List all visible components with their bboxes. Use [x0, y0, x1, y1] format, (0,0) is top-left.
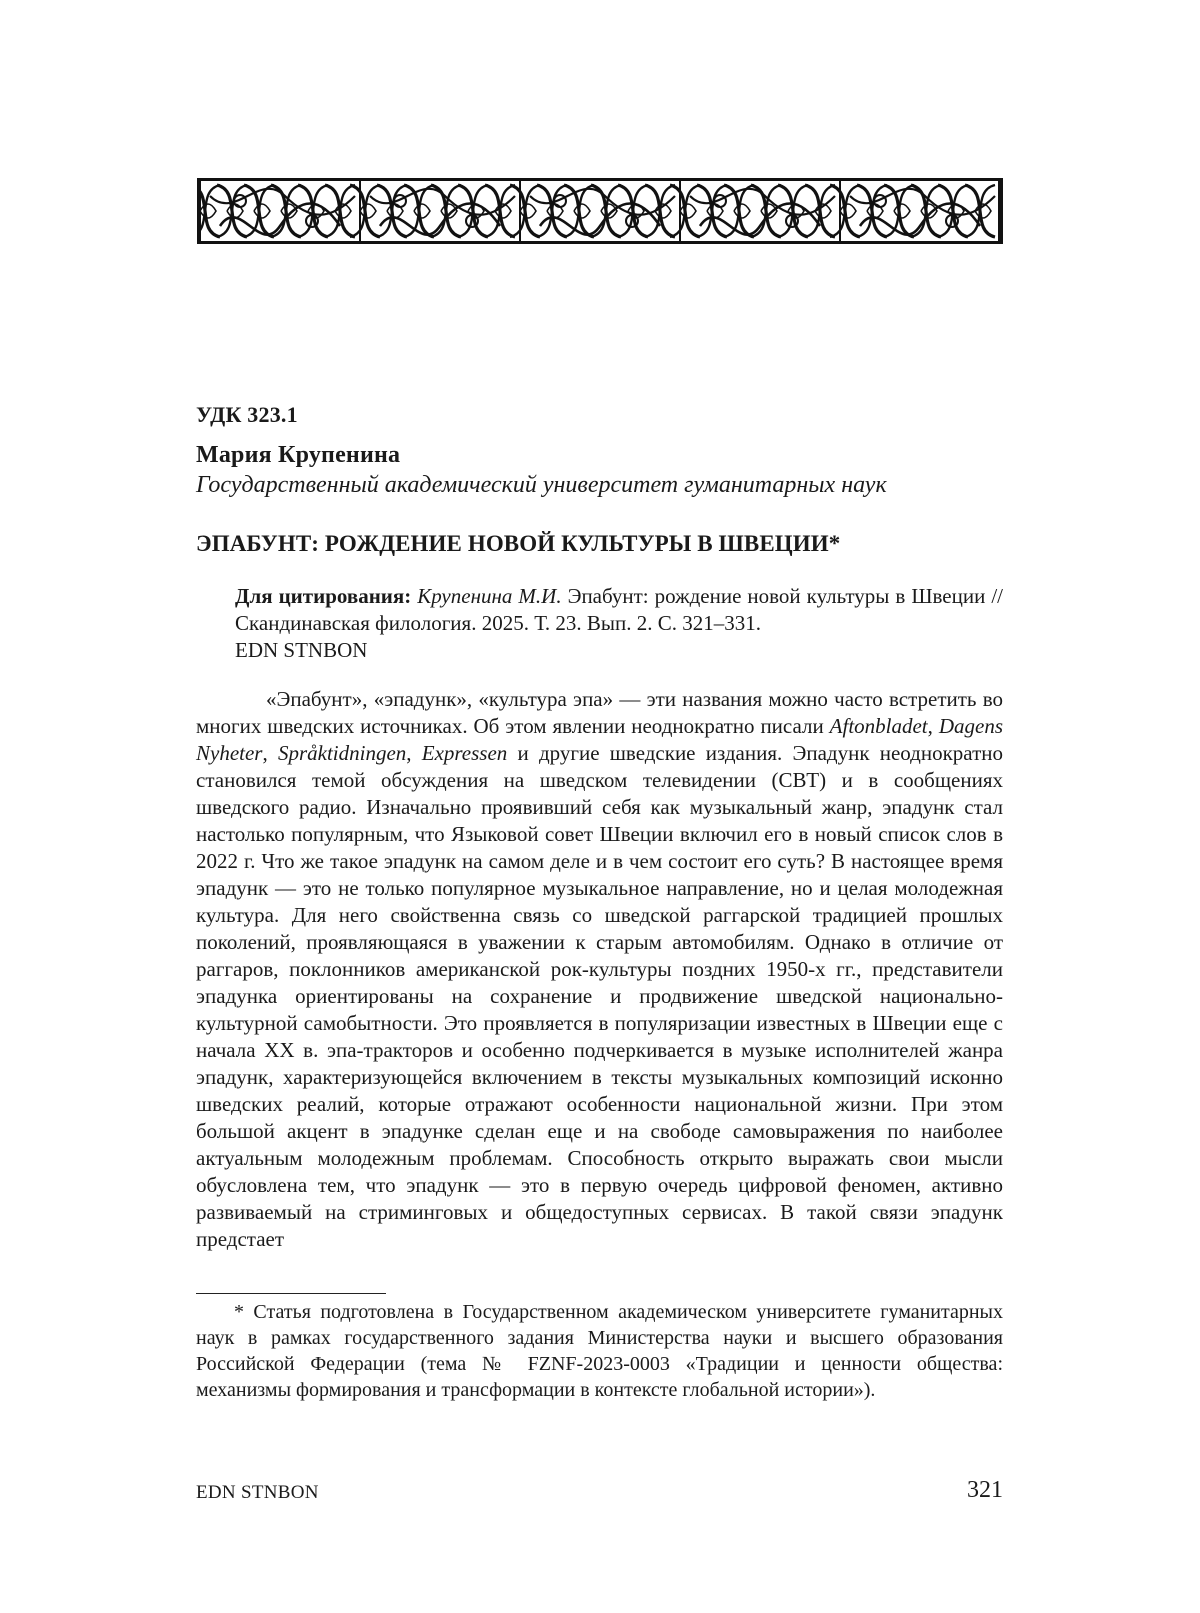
knotwork-stroke [680, 204, 696, 218]
publication-expressen: Expressen [421, 741, 508, 765]
publication-dagens-nyheter: Dagens Nyheter [196, 714, 1004, 765]
knotwork-stroke [360, 204, 376, 218]
knotwork-stroke [520, 204, 536, 218]
author-affiliation: Государственный академический университет гуманитарных наук [196, 472, 887, 498]
knotwork-stroke [894, 204, 910, 218]
knotwork-stroke [200, 204, 216, 218]
publication-spraktidningen: Språktidningen [277, 741, 407, 765]
paragraph-text-start: «Эпабунт», «эпадунк», «культура эпа» — эти названия можно часто встретить во многих шведских источниках. Об этом явлении неоднократно писали [196, 687, 1003, 738]
footnote-divider [196, 1293, 386, 1294]
knotwork-stroke [414, 204, 430, 218]
separator: , [927, 714, 939, 738]
footnote-text: * Статья подготовлена в Государственном академическом университете гуманитарных наук в рамках государственного задания Министерства науки и высшего образования Российской Федерации (тема № FZNF-2023-0003 «Традиции и ценности общества: механизмы формирования и трансформации в контексте глобальной истории»). [196, 1301, 1003, 1401]
body-text [196, 686, 1003, 1253]
publication-aftonbladet: Aftonbladet [829, 714, 928, 738]
knotwork-stroke [840, 204, 856, 218]
footnote [196, 1299, 1003, 1403]
separator: , [406, 741, 422, 765]
citation-text: Эпабунт: рождение новой культуры в Швеции // Скандинавская филология. 2025. Т. 23. Вып. 2. С. 321–331. [235, 584, 1004, 635]
footer-edn: EDN STNBON [196, 1482, 319, 1503]
citation-edn: EDN STNBON [235, 638, 368, 662]
author-name: Мария Крупенина [196, 442, 401, 468]
citation-author: Крупенина М.И. [417, 584, 562, 608]
separator: , [262, 741, 278, 765]
article-title: ЭПАБУНТ: РОЖДЕНИЕ НОВОЙ КУЛЬТУРЫ В ШВЕЦИИ* [196, 531, 841, 556]
udc-code: УДК 323.1 [196, 402, 298, 427]
body-paragraph [196, 686, 1003, 1253]
citation-block [235, 583, 1003, 664]
page-number: 321 [967, 1477, 1003, 1503]
knotwork-stroke [734, 204, 750, 218]
citation-label: Для цитирования: [235, 584, 412, 608]
knotwork-stroke [574, 204, 590, 218]
knotwork-pattern [200, 181, 1000, 241]
paragraph-text-end: и другие шведские издания. Эпадунк неоднократно становился темой обсуждения на шведском телевидении (СВТ) и в сообщениях шведского радио. Изначально проявивший себя как музыкальный жанр, эпадунк стал настолько популярным, что Языковой совет Швеции включил его в новый список слов в 2022 г. Что же такое эпадунк на самом деле и в чем состоит его суть? В настоящее время эпадунк — это не только популярное музыкальное направление, но и целая молодежная культура. Для него свойственна связь со шведской раггарской традицией прошлых поколений, проявляющаяся в уважении к старым автомобилям. Однако в отличие от раггаров, поклонников американской рок-культуры поздних 1950-х гг., представители эпадунка ориентированы на сохранение и продвижение шведской национально-культурной самобытности. Это проявляется в популяризации известных в Швеции еще с начала XX в. эпа-тракторов и особенно подчеркивается в музыке исполнителей жанра эпадунк, характеризующейся включением в тексты музыкальных композиций исконно шведских реалий, которые отражают особенности национальной жизни. При этом большой акцент в эпадунке сделан еще и на свободе самовыражения по наиболее актуальным молодежным проблемам. Способность открыто выражать свои мысли обусловлена тем, что эпадунк — это в первую очередь цифровой феномен, активно развиваемый на стриминговых и общедоступных сервисах. В такой связи эпадунк предстает [196, 741, 1004, 1251]
knotwork-ornament-band [197, 178, 1003, 244]
knotwork-stroke [254, 204, 270, 218]
